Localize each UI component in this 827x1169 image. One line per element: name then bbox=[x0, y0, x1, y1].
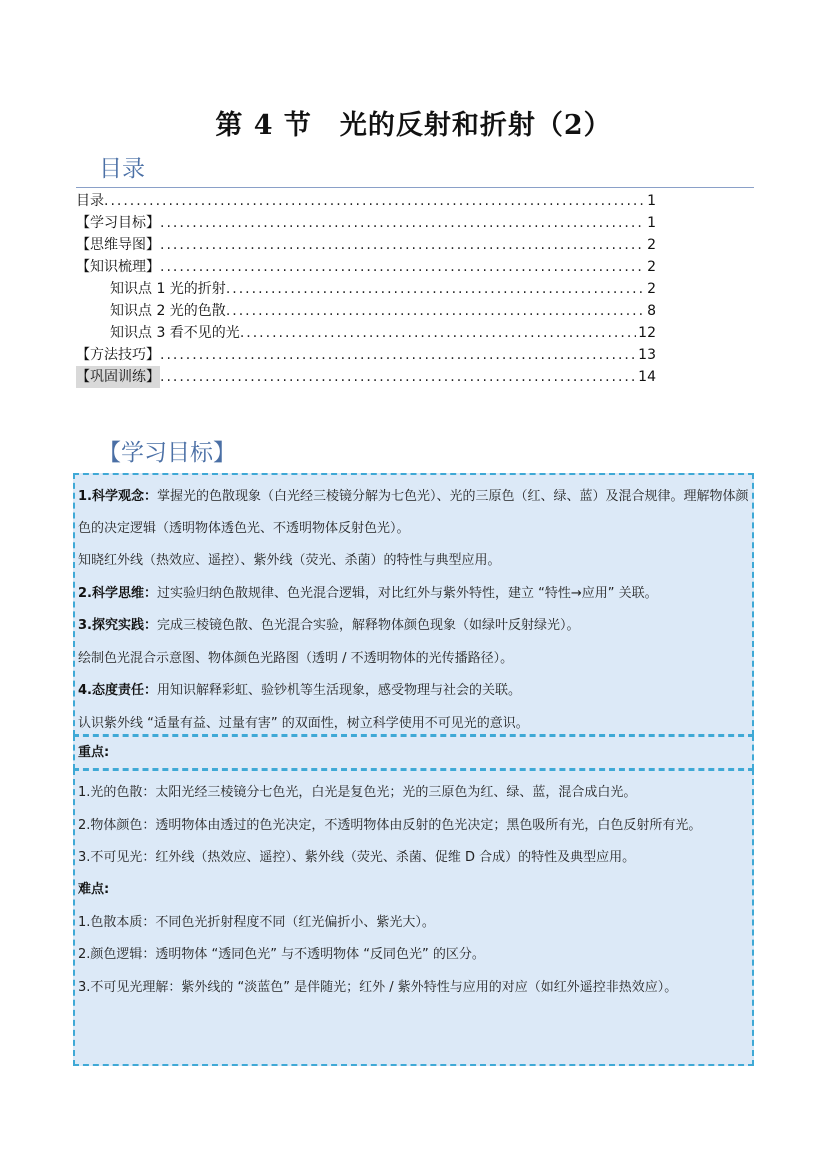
objective-paragraph bbox=[78, 481, 749, 545]
objective-text: 知晓红外线（热效应、遥控）、紫外线（荧光、杀菌）的特性与典型应用。 bbox=[78, 553, 501, 568]
toc-leader bbox=[240, 322, 636, 344]
objectives-heading: 【学习目标】 bbox=[98, 440, 236, 466]
toc-leader bbox=[160, 366, 636, 388]
toc-entry-page: 1 bbox=[647, 215, 656, 231]
objective-paragraph bbox=[78, 545, 749, 578]
table-of-contents bbox=[76, 190, 656, 388]
toc-entry-page: 8 bbox=[647, 303, 656, 319]
toc-entry-label: 【思维导图】 bbox=[76, 237, 160, 253]
toc-entry-label: 知识点 2 光的色散 bbox=[110, 303, 226, 319]
toc-entry-page: 1 bbox=[647, 193, 656, 209]
toc-entry-label: 【巩固训练】 bbox=[76, 366, 160, 388]
objective-text: 认识紫外线 “适量有益、过量有害” 的双面性，树立科学使用不可见光的意识。 bbox=[78, 715, 529, 731]
key-point: 3.不可见光：红外线（热效应、遥控）、紫外线（荧光、杀菌、促维 D 合成）的特性及典型应用。 bbox=[78, 849, 636, 865]
toc-entry[interactable] bbox=[76, 190, 656, 212]
toc-entry-page: 2 bbox=[647, 281, 656, 297]
difficult-point: 3.不可见光理解：紫外线的 “淡蓝色” 是伴随光；红外 / 紫外特性与应用的对应（如红外遥控非热效应）。 bbox=[78, 979, 678, 995]
objective-text: 过实验归纳色散规律、色光混合逻辑，对比红外与紫外特性，建立 “特性→应用” 关联。 bbox=[156, 585, 658, 601]
objective-label: 3.探究实践： bbox=[78, 618, 157, 633]
toc-heading: 目录 bbox=[99, 156, 145, 182]
difficult-points-heading bbox=[78, 874, 749, 907]
toc-entry[interactable] bbox=[76, 212, 656, 234]
key-points-label-box bbox=[73, 735, 754, 770]
toc-leader bbox=[226, 278, 645, 300]
difficult-points-heading-text: 难点: bbox=[78, 882, 110, 897]
objective-label: 2.科学思维： bbox=[78, 585, 157, 601]
toc-leader bbox=[104, 190, 645, 212]
difficult-point: 1.色散本质：不同色光折射程度不同（红光偏折小、紫光大）。 bbox=[78, 914, 435, 930]
objective-label: 4.态度责任： bbox=[78, 683, 157, 698]
objective-text: 用知识解释彩虹、验钞机等生活现象，感受物理与社会的关联。 bbox=[156, 683, 521, 698]
key-points-heading-text: 重点: bbox=[78, 745, 110, 760]
difficult-point: 2.颜色逻辑：透明物体 “透同色光” 与不透明物体 “反同色光” 的区分。 bbox=[78, 947, 485, 962]
key-point: 1.光的色散：太阳光经三棱镜分七色光，白光是复色光；光的三原色为红、绿、蓝，混合成白光。 bbox=[78, 785, 637, 800]
toc-entry-label: 知识点 3 看不见的光 bbox=[110, 325, 240, 341]
toc-entry[interactable] bbox=[76, 300, 656, 322]
objective-paragraph bbox=[78, 643, 749, 676]
toc-leader bbox=[160, 234, 645, 256]
toc-leader bbox=[160, 256, 645, 278]
objective-label: 1.科学观念： bbox=[78, 489, 157, 504]
toc-leader bbox=[226, 300, 645, 322]
page-title: 第 4 节 光的反射和折射（2） bbox=[215, 110, 612, 141]
toc-leader bbox=[160, 344, 636, 366]
objective-text: 完成三棱镜色散、色光混合实验，解释物体颜色现象（如绿叶反射绿光）。 bbox=[156, 618, 580, 633]
objective-paragraph bbox=[78, 675, 749, 708]
toc-entry-page: 13 bbox=[638, 347, 656, 363]
toc-entry[interactable] bbox=[76, 366, 656, 388]
toc-entry-label: 【学习目标】 bbox=[76, 215, 160, 231]
objective-text: 掌握光的色散现象（白光经三棱镜分解为七色光）、光的三原色（红、绿、蓝）及混合规律。理解物体颜色的决定逻辑（透明物体透色光、不透明物体反射色光）。 bbox=[78, 489, 749, 536]
toc-entry-label: 知识点 1 光的折射 bbox=[110, 281, 226, 297]
toc-entry-page: 12 bbox=[638, 325, 656, 341]
toc-entry-label: 【知识梳理】 bbox=[76, 259, 160, 275]
toc-leader bbox=[160, 212, 645, 234]
key-points-box bbox=[73, 769, 754, 1066]
toc-entry[interactable] bbox=[76, 278, 656, 300]
objectives-box bbox=[73, 473, 754, 736]
objective-paragraph bbox=[78, 578, 749, 611]
toc-entry[interactable] bbox=[76, 344, 656, 366]
toc-entry-label: 【方法技巧】 bbox=[76, 347, 160, 363]
objective-text: 绘制色光混合示意图、物体颜色光路图（透明 / 不透明物体的光传播路径）。 bbox=[78, 650, 514, 666]
toc-divider bbox=[76, 187, 754, 188]
toc-entry[interactable] bbox=[76, 322, 656, 344]
toc-entry[interactable] bbox=[76, 256, 656, 278]
objective-paragraph bbox=[78, 610, 749, 643]
key-point: 2.物体颜色：透明物体由透过的色光决定，不透明物体由反射的色光决定；黑色吸所有光，白色反射所有光。 bbox=[78, 817, 702, 833]
toc-entry[interactable] bbox=[76, 234, 656, 256]
toc-entry-page: 2 bbox=[647, 259, 656, 275]
toc-entry-page: 14 bbox=[638, 369, 656, 385]
toc-entry-page: 2 bbox=[647, 237, 656, 253]
key-points-heading bbox=[78, 743, 749, 763]
toc-entry-label: 目录 bbox=[76, 193, 104, 209]
